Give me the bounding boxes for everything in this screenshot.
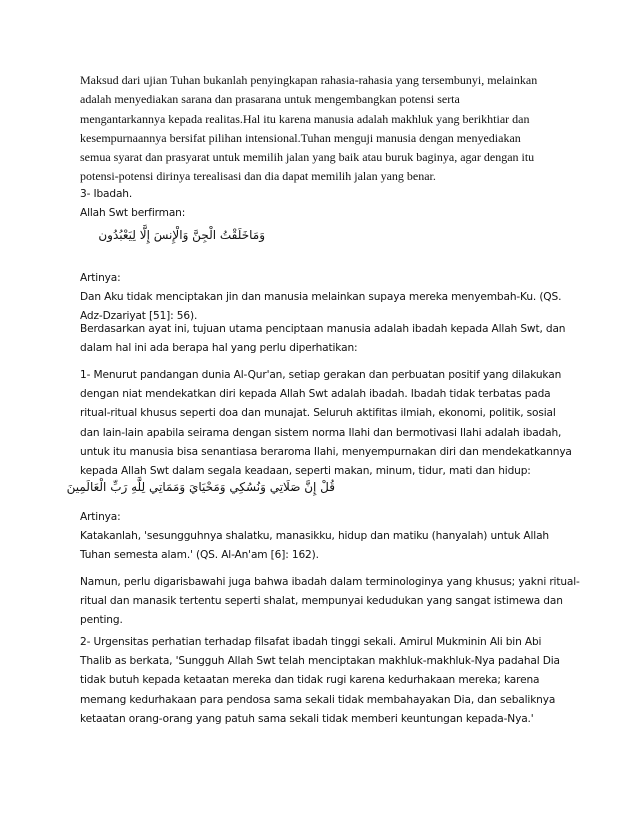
text-line: Adz-Dzariyat [51]: 56). xyxy=(80,310,198,323)
text-line: adalah menyediakan sarana dan prasarana untuk mengembangkan potensi serta xyxy=(80,92,460,107)
text-line: Maksud dari ujian Tuhan bukanlah penyingkapan rahasia-rahasia yang tersembunyi, melainkan xyxy=(80,73,538,87)
section-heading-block xyxy=(80,185,570,223)
text-line: untuk itu manusia bisa senantiasa beraroma Ilahi, menyempurnakan diri dan mendekatkannya xyxy=(80,445,572,458)
point-2-paragraph xyxy=(80,633,570,729)
point-1-paragraph xyxy=(80,366,570,481)
text-line: tidak butuh kepada ketaatan mereka dan tidak rugi karena kedurhakaan mereka; karena xyxy=(80,674,540,687)
text-line: ritual dan manasik tertentu seperti shalat, mempunyai kedudukan yang sangat istimewa dan xyxy=(80,595,563,608)
note-paragraph xyxy=(80,573,580,631)
intro-paragraph xyxy=(80,71,560,187)
text-line: mengantarkannya kepada realitas.Hal itu karena manusia adalah makhluk yang berikhtiar dan xyxy=(80,111,530,126)
text-line: dalam hal ini ada berapa hal yang perlu diperhatikan: xyxy=(80,342,358,355)
text-line: dan lain-lain apabila seirama dengan sistem norma Ilahi dan bermotivasi Ilahi adalah ibadah, xyxy=(80,426,562,439)
text-line: memang kedurhakaan para pendosa sama sekali tidak membahayakan Dia, dan sebaliknya xyxy=(80,693,556,706)
text-line: Katakanlah, 'sesungguhnya shalatku, manasikku, hidup dan matiku (hanyalah) untuk Allah xyxy=(80,530,549,543)
translation-block xyxy=(80,269,570,327)
purpose-paragraph xyxy=(80,320,570,358)
text-line: potensi-potensi dirinya terealisasi dan dia dapat memilih jalan yang benar. xyxy=(80,169,436,184)
text-line: Thalib as berkata, 'Sungguh Allah Swt telah menciptakan makhluk-makhluk-Nya padahal Dia xyxy=(80,655,560,668)
text-line: ritual-ritual khusus seperti doa dan munajat. Seluruh aktifitas ilmiah, ekonomi, politik, sosial xyxy=(80,407,556,420)
text-line: semua syarat dan prasyarat untuk memilih jalan yang baik atau buruk baginya, agar dengan itu xyxy=(80,150,535,165)
translation-label: Artinya: xyxy=(80,511,121,523)
text-line: Namun, perlu digarisbawahi juga bahwa ibadah dalam terminologinya yang khusus; yakni ritual- xyxy=(80,576,580,588)
text-line: 2- Urgensitas perhatian terhadap filsafat ibadah tinggi sekali. Amirul Mukminin Ali bin Abi xyxy=(80,636,542,648)
text-line: kesempurnaannya bersifat pilihan intensional.Tuhan menguji manusia dengan menyediakan xyxy=(80,130,521,145)
section-heading: 3- Ibadah. xyxy=(80,188,133,200)
quran-verse-arabic: وَمَاخَلَقْتُ الْجِنَّ وَالْإِنسَ إِلَّا لِيَعْبُدُون xyxy=(98,228,265,242)
text-line: 1- Menurut pandangan dunia Al-Qur'an, setiap gerakan dan perbuatan positif yang dilakukan xyxy=(80,369,562,381)
text-line: Tuhan semesta alam.' (QS. Al-An'am [6]: 162). xyxy=(80,549,319,562)
text-line: kepada Allah Swt dalam segala keadaan, seperti makan, minum, tidur, mati dan hidup: xyxy=(80,465,531,478)
text-line: penting. xyxy=(80,614,123,627)
text-line: Dan Aku tidak menciptakan jin dan manusia melainkan supaya mereka menyembah-Ku. (QS. xyxy=(80,291,562,304)
text-line: ketaatan orang-orang yang patuh sama sekali tidak memberi keuntungan kepada-Nya.' xyxy=(80,712,534,725)
text-line: dengan niat mendekatkan diri kepada Allah Swt adalah ibadah. Ibadah tidak terbatas pada xyxy=(80,388,551,401)
translation-block-2 xyxy=(80,508,570,566)
quran-verse-arabic-2: قُلْ إِنَّ صَلَاتِي وَنُسُكِي وَمَحْيَايَ وَمَمَاتِي لِلَّهِ رَبِّ الْعَالَمِينَ xyxy=(66,480,335,494)
verse-intro: Allah Swt berfirman: xyxy=(80,207,186,220)
text-line: Berdasarkan ayat ini, tujuan utama penciptaan manusia adalah ibadah kepada Allah Swt, dan xyxy=(80,323,566,335)
translation-label: Artinya: xyxy=(80,272,121,284)
